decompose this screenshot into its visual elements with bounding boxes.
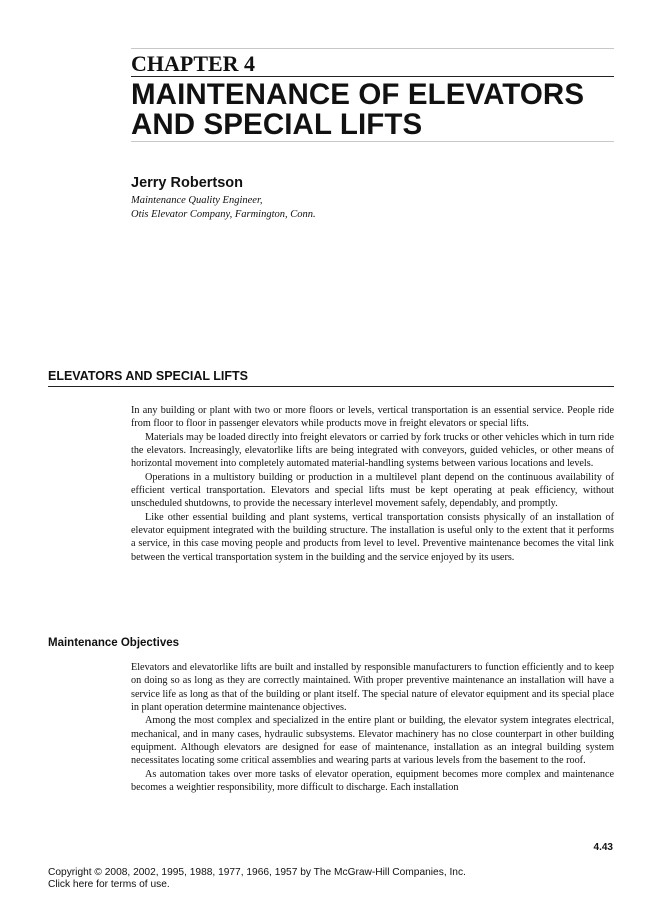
paragraph: Materials may be loaded directly into freight elevators or carried by fork trucks or other vehicles which in turn ride the elevators. Increasingly, elevatorlike lifts are being integrated with conveyors, guided vehicles, or other means of horizontal movement into completely automated material-handling systems between various locations and levels. xyxy=(131,431,614,470)
paragraph: As automation takes over more tasks of elevator operation, equipment becomes more complex and maintenance becomes a weightier responsibility, more difficult to discharge. Each installation xyxy=(131,768,614,794)
paragraph: Like other essential building and plant systems, vertical transportation consists physically of an installation of elevator equipment integrated with the building structure. The installation is useful only to the extent that it performs a service, in this case moving people and products from level to level. Preventive maintenance becomes the vital link between the vertical transportation system in the building and the service enjoyed by its users. xyxy=(131,511,614,563)
title-bottom-rule xyxy=(131,141,614,142)
paragraph: Elevators and elevatorlike lifts are built and installed by responsible manufacturers to function efficiently and to keep on doing so as long as they are correctly maintained. With proper preventive maintenance an installation will have a service life as long as that of the building or plant itself. The special nature of elevator equipment and its special place in plant operation determine maintenance objectives. xyxy=(131,662,614,714)
chapter-title-line-1: MAINTENANCE OF ELEVATORS xyxy=(131,78,585,111)
section-heading-maintenance-objectives: Maintenance Objectives xyxy=(48,637,180,649)
page-number: 4.43 xyxy=(593,842,613,853)
copyright-text: Copyright © 2008, 2002, 1995, 1988, 1977, 1966, 1957 by The McGraw-Hill Companies, Inc. xyxy=(48,867,466,878)
chapter-title-line-2: AND SPECIAL LIFTS xyxy=(131,108,423,141)
section-rule xyxy=(48,386,614,387)
section2-body xyxy=(131,661,614,794)
terms-of-use-link[interactable]: Click here for terms of use. xyxy=(48,879,170,890)
section-heading-elevators: ELEVATORS AND SPECIAL LIFTS xyxy=(48,369,249,383)
paragraph: In any building or plant with two or more floors or levels, vertical transportation is an essential service. People ride from floor to floor in passenger elevators while products move in freight elevators or special lifts. xyxy=(131,405,614,430)
author-title: Maintenance Quality Engineer, xyxy=(131,195,263,206)
chapter-title xyxy=(131,80,631,140)
paragraph: Among the most complex and specialized in the entire plant or building, the elevator system integrates electrical, mechanical, and in many cases, hydraulic subsystems. Elevator machinery has no close counterpart in other building equipment. Although elevators are designed for ease of maintenance, installation as an integral building system necessitates locating some critical assemblies and wearing parts at various levels from the basement to the roof. xyxy=(131,715,614,767)
section1-body xyxy=(131,404,614,564)
top-rule xyxy=(131,48,614,49)
paragraph: Operations in a multistory building or production in a multilevel plant depend on the continuous availability of efficient vertical transportation. Elevators and special lifts must be kept operating at peak efficiency, without unscheduled shutdowns, to provide the necessary interlevel movement safely, dependably, and promptly. xyxy=(131,471,614,510)
author-affiliation: Otis Elevator Company, Farmington, Conn. xyxy=(131,209,316,220)
copyright-notice xyxy=(48,867,466,891)
author-name: Jerry Robertson xyxy=(131,175,244,191)
chapter-rule xyxy=(131,76,614,77)
chapter-label: CHAPTER 4 xyxy=(131,51,256,76)
